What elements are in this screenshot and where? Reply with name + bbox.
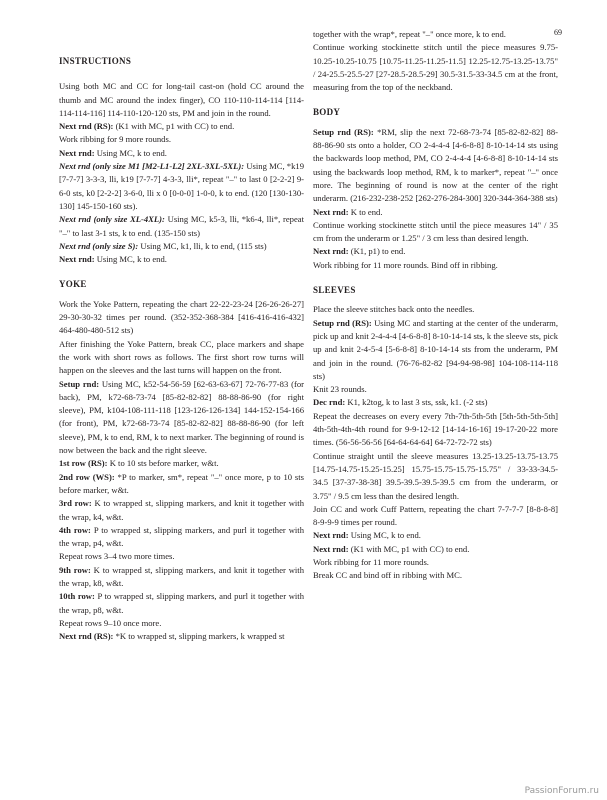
instruction-paragraph xyxy=(59,564,304,591)
instruction-paragraph xyxy=(313,450,558,503)
instruction-text: Repeat rows 3–4 two more times. xyxy=(59,551,175,562)
instruction-paragraph xyxy=(59,120,304,133)
instruction-paragraph xyxy=(313,317,558,383)
instruction-text: K to wrapped st, slipping markers, and knit it together with the wrap, k4, w&t. xyxy=(59,498,304,522)
instruction-paragraph xyxy=(59,160,304,213)
instruction-paragraph xyxy=(59,457,304,470)
instruction-text: K to 10 sts before marker, w&t. xyxy=(107,458,219,469)
instruction-paragraph xyxy=(313,126,558,206)
instruction-text: Using MC, k52-54-56-59 [62-63-63-67] 72-76-77-83 (for back), PM, k72-68-73-74 [85-82-82-82] 88-88-86-90 (for right sleeve), PM, k104-108-111-118 [123-126-126-134] 144-152-154-166 (for front), PM, k72-68-73-74 [85-82-82-82] 88-88-86-90 (for left sleeve), PM, k to end, RM, k to next marker. The beginning of round is now between the back and the right sleeve. xyxy=(59,378,304,456)
instruction-lead: Next rnd (only size XL-4XL): xyxy=(59,214,165,225)
instruction-paragraph xyxy=(59,617,304,630)
instruction-lead: Next rnd: xyxy=(313,543,349,554)
instruction-lead: Setup rnd: xyxy=(59,378,100,389)
instruction-lead: Dec rnd: xyxy=(313,397,346,408)
right-column xyxy=(313,28,558,583)
instruction-paragraph xyxy=(59,497,304,524)
instruction-text: Using MC, k1, lli, k to end, (115 sts) xyxy=(138,240,267,251)
instruction-lead: Next rnd (RS): xyxy=(59,121,114,132)
page-number: 69 xyxy=(554,28,562,37)
instruction-text: Using MC, k to end. xyxy=(94,254,167,265)
instruction-text: Continue working stockinette stitch until the piece measures 14" / 35 cm from the underarm or 1.25" / 3 cm less than desired length. xyxy=(313,219,558,244)
instruction-text: Break CC and bind off in ribbing with MC. xyxy=(313,570,463,581)
instruction-lead: 9th row: xyxy=(59,564,91,575)
instruction-lead: 10th row: xyxy=(59,591,95,602)
instruction-paragraph xyxy=(59,298,304,338)
instruction-paragraph xyxy=(59,378,304,458)
instruction-text: Knit 23 rounds. xyxy=(313,384,367,395)
instruction-paragraph xyxy=(59,524,304,551)
left-column xyxy=(59,55,304,643)
instruction-paragraph xyxy=(59,240,304,253)
instruction-text: Using MC, k5-3, lli, *k6-4, lli*, repeat "–" to last 3-1 sts, k to end. (135-150 sts) xyxy=(59,214,304,238)
instruction-lead: Next rnd (only size S): xyxy=(59,240,139,251)
instruction-lead: 4th row: xyxy=(59,524,91,535)
instruction-text: P to wrapped st, slipping markers, and purl it together with the wrap, p4, w&t. xyxy=(59,524,304,549)
instruction-paragraph xyxy=(313,543,558,556)
instruction-text: Work the Yoke Pattern, repeating the chart 22-22-23-24 [26-26-26-27] 29-30-30-32 times per round. (352-352-368-384 [416-416-416-432] 464-480-480-512 sts) xyxy=(59,298,304,336)
instruction-paragraph xyxy=(59,630,304,643)
instruction-paragraph xyxy=(313,410,558,450)
instruction-paragraph xyxy=(313,383,558,396)
instruction-paragraph xyxy=(313,396,558,409)
instruction-lead: Next rnd: xyxy=(59,254,95,265)
instruction-text: (K1, p1) to end. xyxy=(348,246,406,257)
instruction-lead: 3rd row: xyxy=(59,498,92,509)
instruction-paragraph xyxy=(59,253,304,266)
instruction-lead: Next rnd (RS): xyxy=(59,631,114,642)
instruction-text: *RM, slip the next 72-68-73-74 [85-82-82-82] 88-88-86-90 sts onto a holder, CO 2-4-4-4 [4-6-8-8] 8-10-14-14 sts using the backwards loop method, PM, CO 2-4-4-4 [4-6-8-8] 8-10-14-14 sts using the backwards loop method, RM, k to marker*, repeat "–" once more. The beginning of round is now at the center of the right underarm. (216-232-238-252 [262-276-284-300] 320-344-364-388 sts) xyxy=(313,126,558,204)
instructions-section xyxy=(59,80,304,266)
yoke-section xyxy=(59,298,304,644)
instruction-lead: 1st row (RS): xyxy=(59,458,108,469)
instruction-text: K to end. xyxy=(348,206,383,217)
continuation-section xyxy=(313,28,558,94)
instruction-paragraph xyxy=(313,569,558,582)
instruction-text: Repeat rows 9–10 once more. xyxy=(59,617,162,628)
instructions-heading: INSTRUCTIONS xyxy=(59,56,132,66)
instruction-paragraph xyxy=(59,80,304,120)
instruction-text: Work ribbing for 9 more rounds. xyxy=(59,134,171,145)
instruction-lead: Next rnd: xyxy=(313,530,349,541)
instruction-text: P to wrapped st, slipping markers, and purl it together with the wrap, p8, w&t. xyxy=(59,591,304,615)
watermark: PassionForum.ru xyxy=(524,786,599,796)
instruction-text: Place the sleeve stitches back onto the needles. xyxy=(313,304,475,315)
instruction-paragraph xyxy=(313,503,558,530)
instruction-text: Join CC and work Cuff Pattern, repeating the chart 7-7-7-7 [8-8-8-8] 8-9-9-9 times per round. xyxy=(313,503,558,528)
instruction-text: Using MC, k to end. xyxy=(348,530,421,541)
instruction-paragraph xyxy=(313,556,558,569)
sleeves-section xyxy=(313,303,558,582)
instruction-paragraph xyxy=(313,219,558,246)
instruction-text: Using MC and starting at the center of the underarm, pick up and knit 2-4-4-4 [4-6-8-8] 8-10-14-14 sts, k the sleeve sts, pick up and knit 2-4-5-4 [5-6-8-8] 8-10-14-14 sts from the underarm, PM and join in the round. (76-76-82-82 [94-94-98-98] 104-108-114-118 sts) xyxy=(313,317,558,381)
instruction-text: together with the wrap*, repeat "–" once more, k to end. xyxy=(313,29,506,39)
instruction-paragraph xyxy=(59,338,304,378)
instruction-paragraph xyxy=(313,206,558,219)
instruction-paragraph xyxy=(313,245,558,258)
instruction-lead: Next rnd: xyxy=(59,147,95,158)
instruction-paragraph xyxy=(59,550,304,563)
instruction-text: Using both MC and CC for long-tail cast-on (hold CC around the thumb and MC around the index finger), CO 110-110-114-114 [114-114-114-116] 114-110-120-120 sts, PM and join in the round. xyxy=(59,81,304,118)
instruction-paragraph xyxy=(59,133,304,146)
instruction-text: *K to wrapped st, slipping markers, k wrapped st xyxy=(113,631,285,642)
instruction-text: Repeat the decreases on every every 7th-7th-5th-5th [5th-5th-5th-5th] 4th-5th-4th-4th round for 9-9-12-12 [14-14-16-16] 19-17-20-22 more times. (56-56-56-56 [64-64-64-64] 64-72-72-72 sts) xyxy=(313,410,558,448)
instruction-paragraph xyxy=(59,590,304,617)
body-heading: BODY xyxy=(313,107,341,118)
instruction-paragraph xyxy=(59,471,304,498)
instruction-text: *P to marker, sm*, repeat "–" once more, p to 10 sts before marker, w&t. xyxy=(59,471,304,495)
sleeves-heading: SLEEVES xyxy=(313,285,356,296)
instruction-paragraph xyxy=(59,147,304,160)
yoke-heading: YOKE xyxy=(59,279,87,290)
instruction-lead: 2nd row (WS): xyxy=(59,471,115,482)
instruction-paragraph xyxy=(313,259,558,272)
instruction-lead: Next rnd: xyxy=(313,246,349,257)
instruction-text: Continue straight until the sleeve measures 13.25-13.25-13.75-13.75 [14.75-14.75-15.25-15.25] 15.75-15.75-15.75-15.75" / 33-33-34.5-34.5 [37-37-38-38] 39.5-39.5-39.5-39.5 cm from the underarm, or 3.75" / 9.5 cm less than the desired length. xyxy=(313,450,558,501)
instruction-text: (K1 with MC, p1 with CC) to end. xyxy=(113,121,235,132)
instruction-text: Continue working stockinette stitch until the piece measures 9.75-10.25-10.25-10.75 [10.75-11.25-11.25-11.5] 12.25-12.75-13.25-13.75" / 24-25.5-25.5-27 [27-28.5-28.5-29] 30.5-31.5-33-34.5 cm at the front, measuring from the top of the neckband. xyxy=(313,42,558,93)
instruction-lead: Next rnd (only size M1 [M2-L1-L2] 2XL-3XL-5XL): xyxy=(59,161,245,172)
instruction-text: Work ribbing for 11 more rounds. Bind off in ribbing. xyxy=(313,259,498,270)
instruction-text: K to wrapped st, slipping markers, and knit it together with the wrap, k8, w&t. xyxy=(59,564,304,588)
instruction-text: Using MC, *k19 [7-7-7] 3-3-3, lli, k19 [7-7-7] 4-3-3, lli*, repeat "–" to last 0 [2-2-2] 9-6-0 sts, k0 [2-2-2] 3-6-0, lli x 0 [0-0-0] 1-0-0, k to end. (120 [130-130-130] 145-150-160 sts). xyxy=(59,161,304,211)
instruction-paragraph xyxy=(313,303,558,316)
instruction-paragraph xyxy=(313,529,558,542)
instruction-lead: Setup rnd (RS): xyxy=(313,126,374,137)
instruction-text: K1, k2tog, k to last 3 sts, ssk, k1. (-2 sts) xyxy=(345,397,488,408)
instruction-paragraph xyxy=(313,28,558,41)
body-section xyxy=(313,126,558,272)
instruction-lead: Next rnd: xyxy=(313,206,349,217)
instruction-text: After finishing the Yoke Pattern, break CC, place markers and shape the work with short rows as follows. The first short row turns will happen on the sleeves and the last turns will happen on the front. xyxy=(59,338,304,376)
instruction-paragraph xyxy=(313,41,558,94)
instruction-lead: Setup rnd (RS): xyxy=(313,317,372,328)
instruction-paragraph xyxy=(59,213,304,240)
instruction-text: (K1 with MC, p1 with CC) to end. xyxy=(348,543,470,554)
instruction-text: Work ribbing for 11 more rounds. xyxy=(313,556,429,567)
instruction-text: Using MC, k to end. xyxy=(94,147,167,158)
